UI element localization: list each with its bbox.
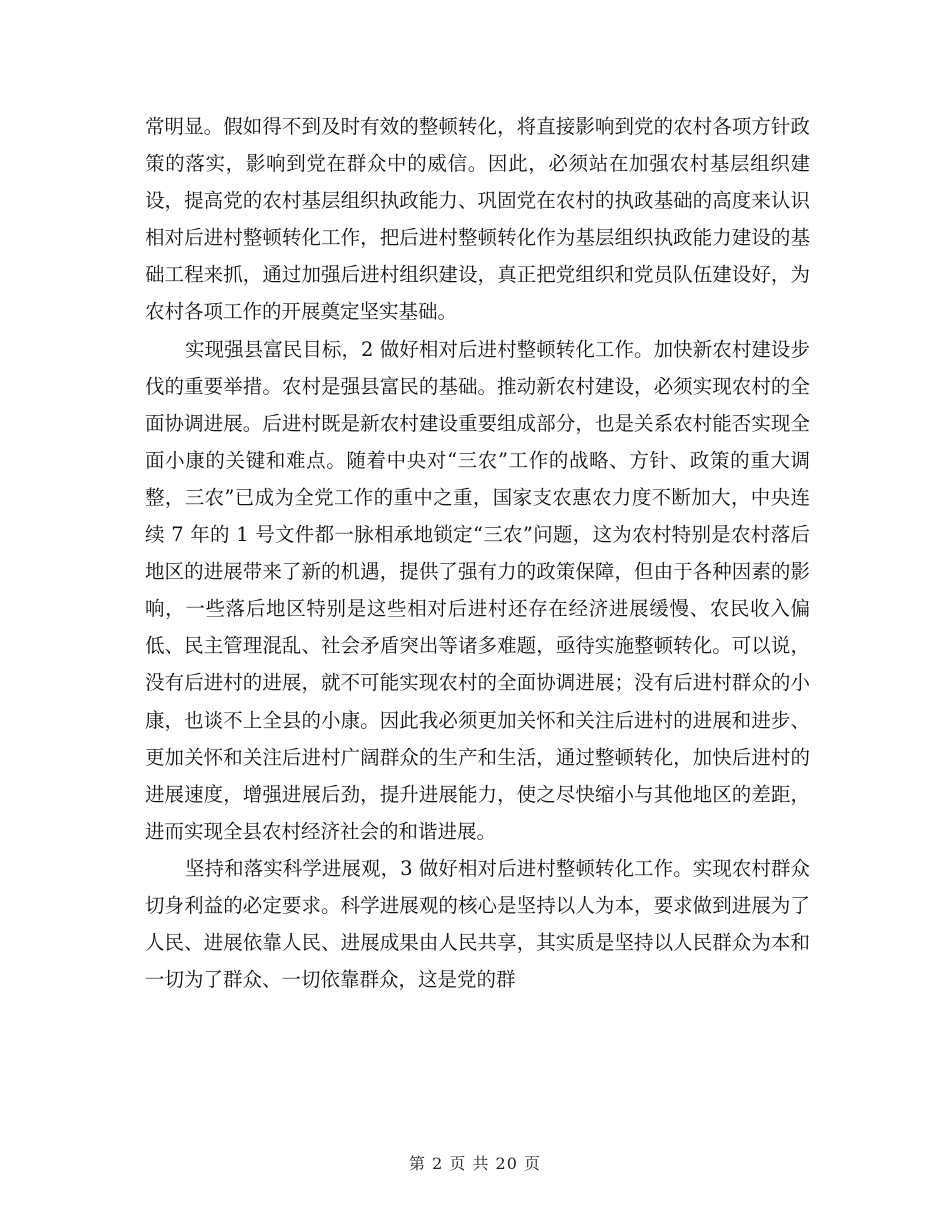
body-text: [145, 108, 810, 998]
paragraph-1: 常明显。假如得不到及时有效的整顿转化，将直接影响到党的农村各项方针政策的落实，影响到党在群众中的威信。因此，必须站在加强农村基层组织建设，提高党的农村基层组织执政能力、巩固党在农村的执政基础的高度来认识相对后进村整顿转化工作，把后进村整顿转化作为基层组织执政能力建设的基础工程来抓，通过加强后进村组织建设，真正把党组织和党员队伍建设好，为农村各项工作的开展奠定坚实基础。: [145, 115, 810, 324]
page-number-footer: 第 2 页 共 20 页: [409, 1154, 541, 1173]
paragraph-2: 实现强县富民目标，2 做好相对后进村整顿转化工作。加快新农村建设步伐的重要举措。农村是强县富民的基础。推动新农村建设，必须实现农村的全面协调进展。后进村既是新农村建设重要组成部分，也是关系农村能否实现全面小康的关键和难点。随着中央对“三农”工作的战略、方针、政策的重大调整，三农”已成为全党工作的重中之重，国家支农惠农力度不断加大，中央连续 7 年的 1 号文件都一脉相承地锁定“三农”问题，这为农村特别是农村落后地区的进展带来了新的机遇，提供了强有力的政策保障，但由于各种因素的影响，一些落后地区特别是这些相对后进村还存在经济进展缓慢、农民收入偏低、民主管理混乱、社会矛盾突出等诸多难题，亟待实施整顿转化。可以说，没有后进村的进展，就不可能实现农村的全面协调进展；没有后进村群众的小康，也谈不上全县的小康。因此我必须更加关怀和关注后进村的进展和进步、更加关怀和关注后进村广阔群众的生产和生活，通过整顿转化，加快后进村的进展速度，增强进展后劲，提升进展能力，使之尽快缩小与其他地区的差距，进而实现全县农村经济社会的和谐进展。: [145, 337, 810, 843]
paragraph-3: 坚持和落实科学进展观，3 做好相对后进村整顿转化工作。实现农村群众切身利益的必定要求。科学进展观的核心是坚持以人为本，要求做到进展为了人民、进展依靠人民、进展成果由人民共享，其实质是坚持以人民群众为本和一切为了群众、一切依靠群众，这是党的群: [145, 856, 810, 992]
